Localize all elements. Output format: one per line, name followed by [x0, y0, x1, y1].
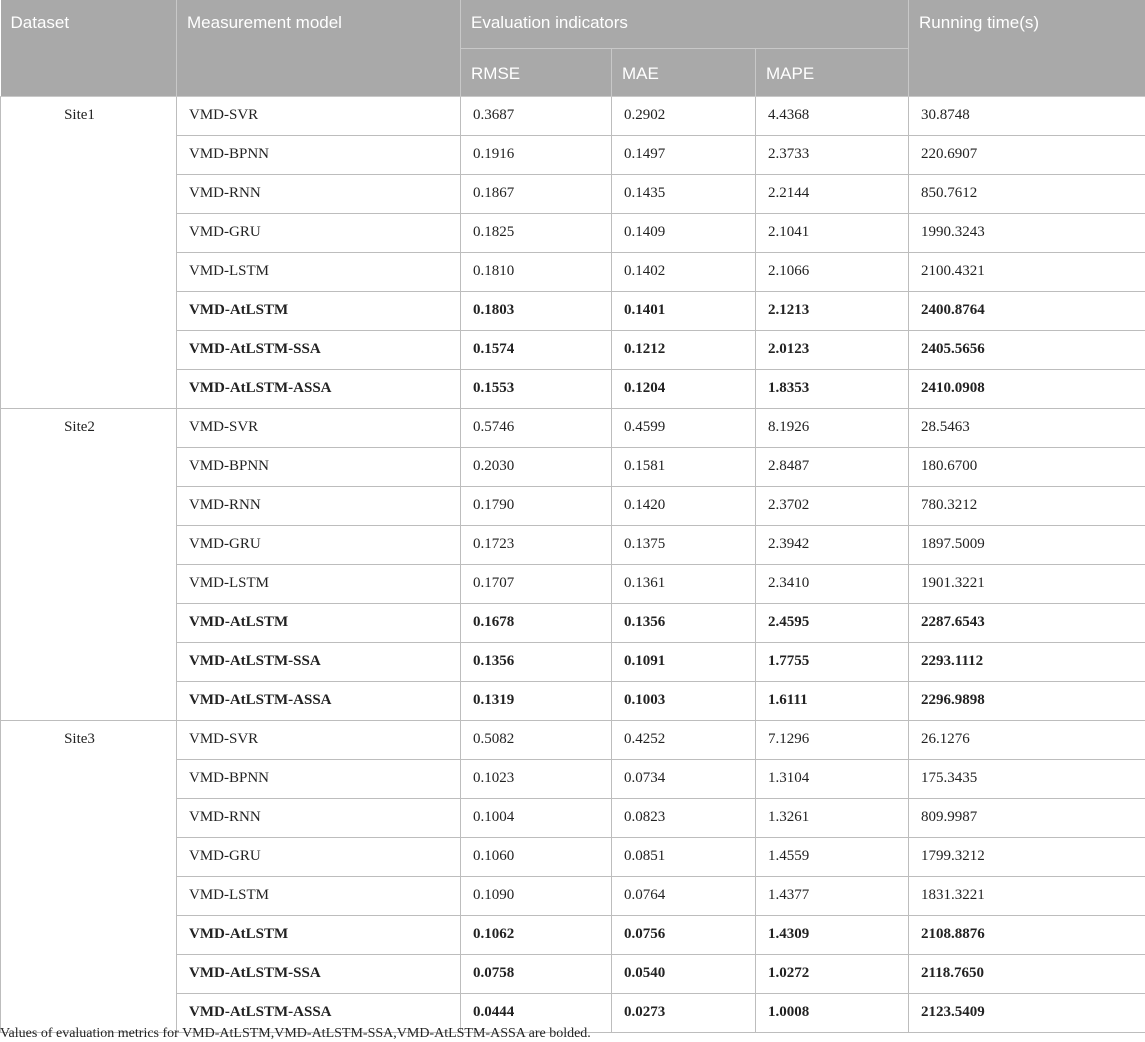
mae-cell: 0.0823 [612, 798, 756, 837]
mae-cell: 0.1435 [612, 174, 756, 213]
mae-cell: 0.1091 [612, 642, 756, 681]
mape-cell: 2.3942 [756, 525, 909, 564]
model-cell: VMD-GRU [177, 213, 461, 252]
model-cell: VMD-AtLSTM-SSA [177, 330, 461, 369]
model-cell: VMD-BPNN [177, 135, 461, 174]
mae-cell: 0.1402 [612, 252, 756, 291]
model-cell: VMD-LSTM [177, 876, 461, 915]
mae-cell: 0.1497 [612, 135, 756, 174]
model-cell: VMD-SVR [177, 720, 461, 759]
mape-cell: 2.3410 [756, 564, 909, 603]
mae-cell: 0.4599 [612, 408, 756, 447]
mape-cell: 2.1066 [756, 252, 909, 291]
rmse-cell: 0.1574 [461, 330, 612, 369]
running-time-cell: 28.5463 [909, 408, 1145, 447]
rmse-cell: 0.1790 [461, 486, 612, 525]
mape-cell: 2.8487 [756, 447, 909, 486]
header-model: Measurement model [177, 0, 461, 96]
model-cell: VMD-SVR [177, 408, 461, 447]
mae-cell: 0.1581 [612, 447, 756, 486]
model-cell: VMD-RNN [177, 798, 461, 837]
rmse-cell: 0.1023 [461, 759, 612, 798]
mape-cell: 1.6111 [756, 681, 909, 720]
running-time-cell: 175.3435 [909, 759, 1145, 798]
mape-cell: 1.0008 [756, 993, 909, 1032]
rmse-cell: 0.3687 [461, 96, 612, 135]
mape-cell: 2.1041 [756, 213, 909, 252]
model-cell: VMD-RNN [177, 174, 461, 213]
running-time-cell: 180.6700 [909, 447, 1145, 486]
mape-cell: 8.1926 [756, 408, 909, 447]
model-cell: VMD-AtLSTM-ASSA [177, 993, 461, 1032]
mae-cell: 0.4252 [612, 720, 756, 759]
rmse-cell: 0.0758 [461, 954, 612, 993]
mape-cell: 4.4368 [756, 96, 909, 135]
running-time-cell: 1901.3221 [909, 564, 1145, 603]
running-time-cell: 30.8748 [909, 96, 1145, 135]
mape-cell: 1.7755 [756, 642, 909, 681]
table-body [1, 96, 1145, 1032]
running-time-cell: 780.3212 [909, 486, 1145, 525]
rmse-cell: 0.1553 [461, 369, 612, 408]
rmse-cell: 0.1090 [461, 876, 612, 915]
model-cell: VMD-GRU [177, 525, 461, 564]
rmse-cell: 0.1916 [461, 135, 612, 174]
mae-cell: 0.1401 [612, 291, 756, 330]
header-rmse: RMSE [461, 48, 612, 96]
model-cell: VMD-LSTM [177, 564, 461, 603]
model-cell: VMD-LSTM [177, 252, 461, 291]
mape-cell: 1.4559 [756, 837, 909, 876]
rmse-cell: 0.1723 [461, 525, 612, 564]
model-cell: VMD-AtLSTM-ASSA [177, 369, 461, 408]
rmse-cell: 0.1004 [461, 798, 612, 837]
header-dataset: Dataset [1, 0, 177, 96]
running-time-cell: 2293.1112 [909, 642, 1145, 681]
mae-cell: 0.0273 [612, 993, 756, 1032]
rmse-cell: 0.1803 [461, 291, 612, 330]
mape-cell: 1.0272 [756, 954, 909, 993]
running-time-cell: 1897.5009 [909, 525, 1145, 564]
mae-cell: 0.0756 [612, 915, 756, 954]
model-cell: VMD-AtLSTM [177, 915, 461, 954]
rmse-cell: 0.1867 [461, 174, 612, 213]
running-time-cell: 2405.5656 [909, 330, 1145, 369]
mae-cell: 0.1204 [612, 369, 756, 408]
mae-cell: 0.1212 [612, 330, 756, 369]
running-time-cell: 1990.3243 [909, 213, 1145, 252]
running-time-cell: 2123.5409 [909, 993, 1145, 1032]
header-mae: MAE [612, 48, 756, 96]
model-cell: VMD-BPNN [177, 447, 461, 486]
model-cell: VMD-AtLSTM-SSA [177, 642, 461, 681]
running-time-cell: 2296.9898 [909, 681, 1145, 720]
mae-cell: 0.0734 [612, 759, 756, 798]
mape-cell: 2.3733 [756, 135, 909, 174]
mae-cell: 0.0851 [612, 837, 756, 876]
dataset-cell: Site1 [1, 96, 177, 408]
rmse-cell: 0.1062 [461, 915, 612, 954]
running-time-cell: 220.6907 [909, 135, 1145, 174]
rmse-cell: 0.2030 [461, 447, 612, 486]
running-time-cell: 2287.6543 [909, 603, 1145, 642]
running-time-cell: 850.7612 [909, 174, 1145, 213]
rmse-cell: 0.1810 [461, 252, 612, 291]
rmse-cell: 0.5746 [461, 408, 612, 447]
mae-cell: 0.1409 [612, 213, 756, 252]
running-time-cell: 2118.7650 [909, 954, 1145, 993]
running-time-cell: 1799.3212 [909, 837, 1145, 876]
mape-cell: 1.3104 [756, 759, 909, 798]
model-cell: VMD-AtLSTM-SSA [177, 954, 461, 993]
mape-cell: 1.8353 [756, 369, 909, 408]
mape-cell: 2.4595 [756, 603, 909, 642]
running-time-cell: 2108.8876 [909, 915, 1145, 954]
running-time-cell: 2410.0908 [909, 369, 1145, 408]
mae-cell: 0.1003 [612, 681, 756, 720]
mape-cell: 1.4377 [756, 876, 909, 915]
model-cell: VMD-AtLSTM-ASSA [177, 681, 461, 720]
mape-cell: 2.3702 [756, 486, 909, 525]
mape-cell: 1.3261 [756, 798, 909, 837]
table-row [1, 408, 1145, 447]
header-running-time: Running time(s) [909, 0, 1145, 96]
mae-cell: 0.2902 [612, 96, 756, 135]
running-time-cell: 26.1276 [909, 720, 1145, 759]
rmse-cell: 0.1707 [461, 564, 612, 603]
dataset-cell: Site2 [1, 408, 177, 720]
rmse-cell: 0.1678 [461, 603, 612, 642]
rmse-cell: 0.1319 [461, 681, 612, 720]
rmse-cell: 0.5082 [461, 720, 612, 759]
mae-cell: 0.1361 [612, 564, 756, 603]
running-time-cell: 1831.3221 [909, 876, 1145, 915]
table-header [1, 0, 1145, 96]
mae-cell: 0.1356 [612, 603, 756, 642]
running-time-cell: 2100.4321 [909, 252, 1145, 291]
mae-cell: 0.0764 [612, 876, 756, 915]
mae-cell: 0.1375 [612, 525, 756, 564]
dataset-cell: Site3 [1, 720, 177, 1032]
rmse-cell: 0.0444 [461, 993, 612, 1032]
table-row [1, 96, 1145, 135]
rmse-cell: 0.1060 [461, 837, 612, 876]
table-footnote: Values of evaluation metrics for VMD-AtLSTM,VMD-AtLSTM-SSA,VMD-AtLSTM-ASSA are bolded. [0, 1026, 591, 1041]
mae-cell: 0.0540 [612, 954, 756, 993]
model-cell: VMD-BPNN [177, 759, 461, 798]
mape-cell: 1.4309 [756, 915, 909, 954]
mape-cell: 2.0123 [756, 330, 909, 369]
model-cell: VMD-RNN [177, 486, 461, 525]
header-evaluation: Evaluation indicators [461, 0, 909, 48]
mape-cell: 2.1213 [756, 291, 909, 330]
mape-cell: 2.2144 [756, 174, 909, 213]
table-row [1, 720, 1145, 759]
model-cell: VMD-AtLSTM [177, 291, 461, 330]
running-time-cell: 2400.8764 [909, 291, 1145, 330]
rmse-cell: 0.1356 [461, 642, 612, 681]
model-cell: VMD-GRU [177, 837, 461, 876]
running-time-cell: 809.9987 [909, 798, 1145, 837]
model-cell: VMD-SVR [177, 96, 461, 135]
model-cell: VMD-AtLSTM [177, 603, 461, 642]
mape-cell: 7.1296 [756, 720, 909, 759]
header-mape: MAPE [756, 48, 909, 96]
mae-cell: 0.1420 [612, 486, 756, 525]
rmse-cell: 0.1825 [461, 213, 612, 252]
